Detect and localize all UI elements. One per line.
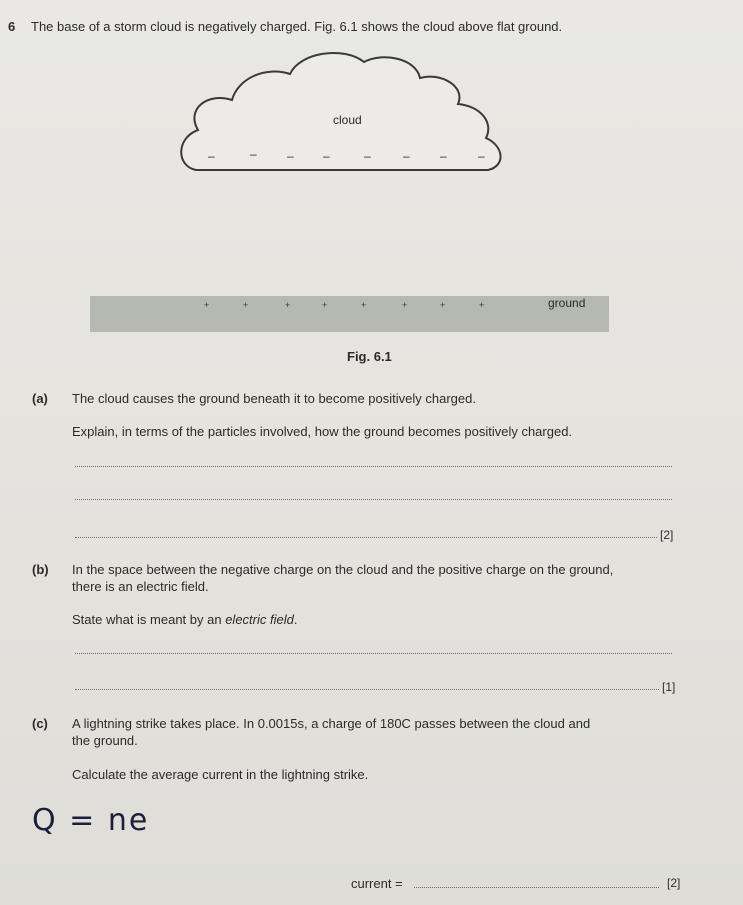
negative-charge: – xyxy=(323,149,330,163)
part-b-label: (b) xyxy=(32,562,49,577)
positive-charge: + xyxy=(479,300,485,310)
figure-caption: Fig. 6.1 xyxy=(347,349,392,364)
part-c-label: (c) xyxy=(32,716,48,731)
part-a-marks: [2] xyxy=(660,528,674,542)
part-a-statement: The cloud causes the ground beneath it to become positively charged. xyxy=(72,391,476,406)
positive-charge: + xyxy=(322,300,328,310)
part-c-statement-cont: the ground. xyxy=(72,733,138,748)
ground-block xyxy=(90,296,609,332)
part-c-marks: [2] xyxy=(667,876,681,890)
part-b-marks: [1] xyxy=(662,680,676,694)
question-number: 6 xyxy=(8,19,16,34)
answer-line[interactable] xyxy=(75,499,672,500)
part-b-statement-cont: there is an electric field. xyxy=(72,579,209,594)
negative-charge: – xyxy=(250,147,257,161)
part-b-prompt xyxy=(72,611,297,628)
negative-charge: – xyxy=(478,149,485,163)
part-a-label: (a) xyxy=(32,391,48,406)
part-a-prompt: Explain, in terms of the particles involved, how the ground becomes positively charged. xyxy=(72,424,573,439)
negative-charge: – xyxy=(440,149,447,163)
part-b-prompt-suffix: . xyxy=(293,612,298,627)
positive-charge: + xyxy=(440,300,446,310)
positive-charge: + xyxy=(204,300,210,310)
question-intro: The base of a storm cloud is negatively charged. Fig. 6.1 shows the cloud above flat ground. xyxy=(31,19,563,34)
answer-line[interactable] xyxy=(75,466,672,467)
positive-charge: + xyxy=(402,300,408,310)
answer-line[interactable] xyxy=(75,537,657,538)
part-c-statement: A lightning strike takes place. In 0.0015s, a charge of 180C passes between the cloud and xyxy=(72,716,591,731)
negative-charge: – xyxy=(287,149,294,163)
current-answer-line[interactable] xyxy=(414,887,659,888)
positive-charge: + xyxy=(243,300,249,310)
part-c-prompt: Calculate the average current in the lightning strike. xyxy=(72,767,369,782)
figure-6-1 xyxy=(0,0,743,345)
handwritten-working: Q = ne xyxy=(32,803,150,838)
ground-label: ground xyxy=(548,296,586,310)
answer-line[interactable] xyxy=(75,653,672,654)
positive-charge: + xyxy=(285,300,291,310)
part-b-statement: In the space between the negative charge on the cloud and the positive charge on the ground, xyxy=(72,562,614,577)
answer-line[interactable] xyxy=(75,689,659,690)
part-b-prompt-term: electric field xyxy=(225,612,294,627)
part-b-prompt-prefix: State what is meant by an xyxy=(72,612,226,627)
negative-charge: – xyxy=(403,149,410,163)
negative-charge: – xyxy=(364,149,371,163)
current-answer-label: current = xyxy=(351,876,403,891)
negative-charge: – xyxy=(208,149,215,163)
cloud-outline xyxy=(181,53,500,170)
positive-charge: + xyxy=(361,300,367,310)
cloud-label: cloud xyxy=(333,113,362,127)
